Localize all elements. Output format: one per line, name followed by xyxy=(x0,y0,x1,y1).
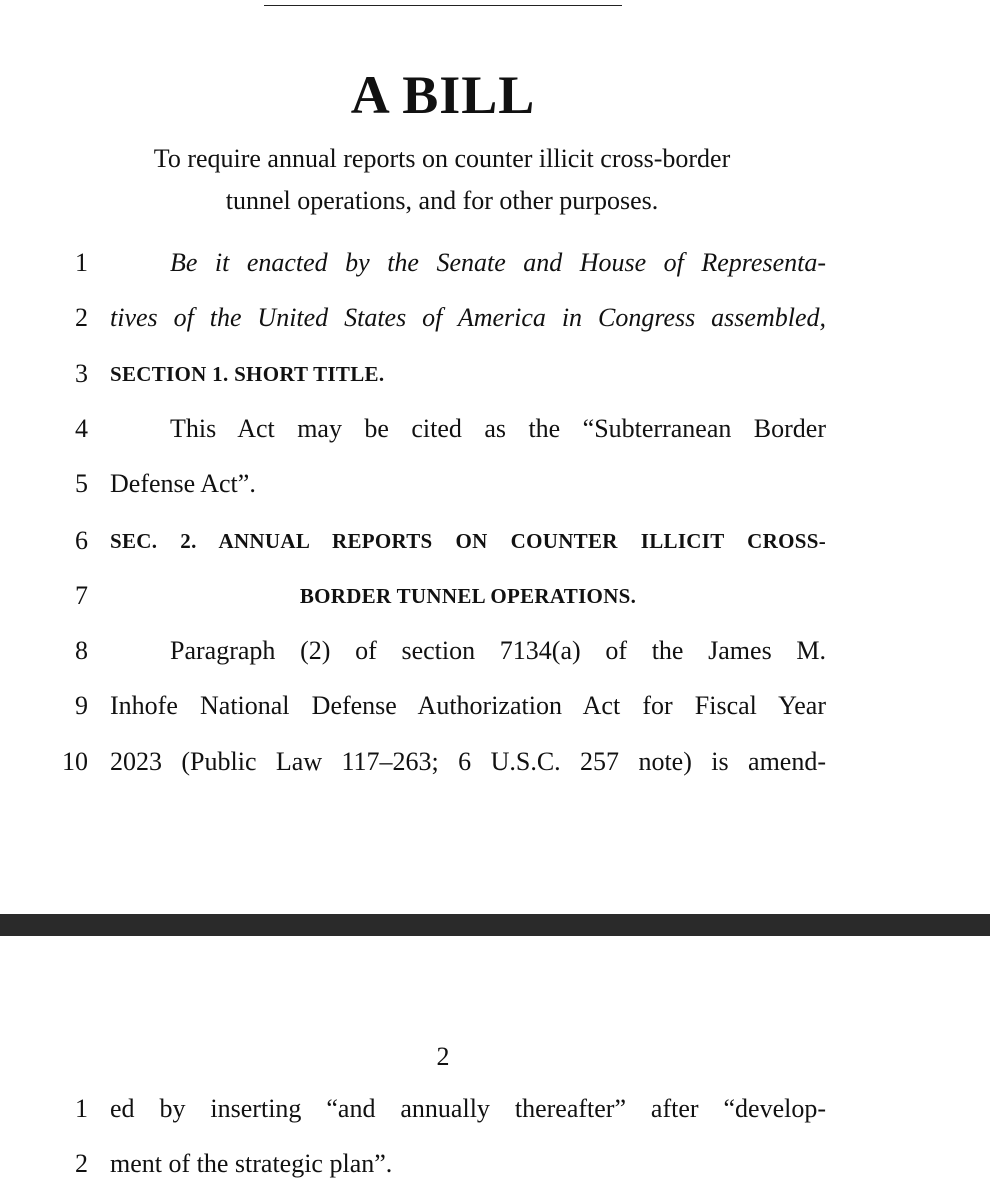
page-divider xyxy=(0,914,990,936)
bill-title: A BILL xyxy=(350,65,536,125)
bill-line xyxy=(0,1144,990,1184)
section-1-heading: SECTION 1. SHORT TITLE. xyxy=(110,362,385,386)
purpose-line-1: To require annual reports on counter illicit cross-border xyxy=(153,144,731,173)
body-text-line: Defense Act”. xyxy=(110,469,256,498)
page-number: 2 xyxy=(436,1042,450,1071)
bill-line xyxy=(0,521,990,561)
purpose-line-2: tunnel operations, and for other purposes. xyxy=(225,186,659,215)
line-number: 2 xyxy=(75,303,88,332)
line-number: 8 xyxy=(75,636,88,665)
line-number: 6 xyxy=(75,526,88,555)
body-text-line: ed by inserting “and annually thereafter” after “develop- xyxy=(110,1094,826,1123)
line-number: 7 xyxy=(75,581,88,610)
bill-line xyxy=(0,576,990,616)
body-text-line: 2023 (Public Law 117–263; 6 U.S.C. 257 note) is amend- xyxy=(110,747,826,776)
body-text-line: Inhofe National Defense Authorization Act for Fiscal Year xyxy=(110,691,826,720)
bill-line xyxy=(0,243,990,283)
section-2-heading-cont: BORDER TUNNEL OPERATIONS. xyxy=(299,584,637,608)
bill-line xyxy=(0,686,990,726)
section-2-heading: SEC. 2. ANNUAL REPORTS ON COUNTER ILLICIT CROSS- xyxy=(110,529,826,553)
line-number: 4 xyxy=(75,414,88,443)
bill-purpose xyxy=(80,138,804,222)
bill-line xyxy=(0,354,990,394)
line-number: 10 xyxy=(62,747,88,776)
body-text-line: Paragraph (2) of section 7134(a) of the James M. xyxy=(170,636,826,665)
enacting-clause-line: Be it enacted by the Senate and House of Representa- xyxy=(170,248,826,277)
body-text-line: ment of the strategic plan”. xyxy=(110,1149,393,1178)
bill-line xyxy=(0,631,990,671)
bill-line xyxy=(0,464,990,504)
enacting-clause-line: tives of the United States of America in Congress assembled, xyxy=(110,303,826,332)
line-number: 3 xyxy=(75,359,88,388)
line-number: 1 xyxy=(75,1094,88,1123)
body-text-line: This Act may be cited as the “Subterranean Border xyxy=(170,414,826,443)
top-rule xyxy=(264,5,622,6)
bill-line xyxy=(0,298,990,338)
line-number: 1 xyxy=(75,248,88,277)
bill-line xyxy=(0,742,990,782)
line-number: 5 xyxy=(75,469,88,498)
line-number: 9 xyxy=(75,691,88,720)
bill-line xyxy=(0,1089,990,1129)
line-number: 2 xyxy=(75,1149,88,1178)
bill-line xyxy=(0,409,990,449)
